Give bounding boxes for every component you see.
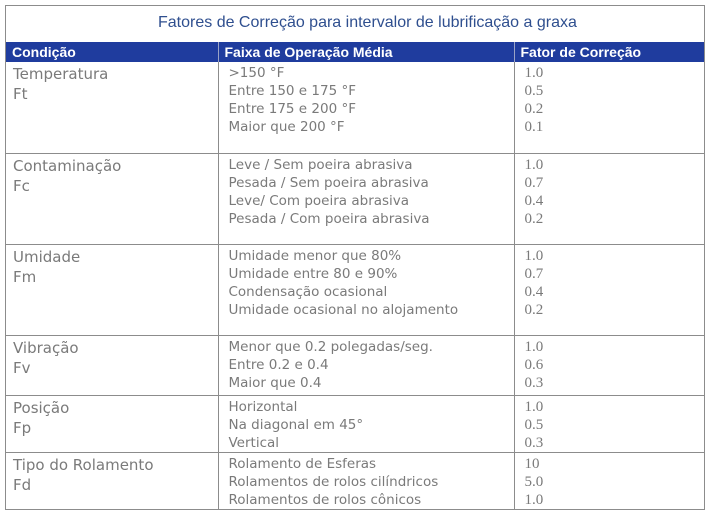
factor-value: 0.3 [524,434,544,451]
factor-value: 1.0 [524,247,544,264]
condition-code: Fv [13,358,31,377]
factor-value: 0.7 [524,265,544,282]
range-cell [218,153,514,244]
range-item: Menor que 0.2 polegadas/seg. [228,338,433,355]
condition-cell [6,62,218,153]
range-item: Condensação ocasional [228,283,388,300]
range-item: Umidade menor que 80% [228,247,402,264]
range-item: Umidade ocasional no alojamento [228,301,459,318]
correction-factors-document [5,5,705,510]
factor-value: 0.4 [524,192,544,209]
factor-value: 0.4 [524,283,544,300]
document-title: Fatores de Correção para intervalor de lubrificação a graxa [158,14,577,31]
range-cell [218,452,514,509]
factor-value: 0.5 [524,416,544,433]
range-cell [218,395,514,452]
table-row [6,153,704,244]
header-condition: Condição [6,42,218,62]
header-factor: Fator de Correção [514,42,704,62]
range-item: Rolamentos de rolos cilíndricos [228,473,439,490]
range-item: Horizontal [228,398,298,415]
factor-value: 1.0 [524,65,544,81]
condition-code: Ft [13,85,28,103]
table-body [6,62,704,509]
range-item: Maior que 0.4 [228,374,322,391]
range-cell [218,244,514,335]
factor-value: 0.3 [524,374,544,391]
range-item: >150 °F [228,65,285,81]
factor-value: 10 [524,455,540,472]
range-item: Pesada / Sem poeira abrasiva [228,174,429,191]
factor-value: 0.5 [524,83,544,99]
range-item: Umidade entre 80 e 90% [228,265,398,282]
condition-cell [6,244,218,335]
range-item: Rolamento de Esferas [228,455,377,472]
condition-name: Posição [13,398,70,417]
range-item: Entre 150 e 175 °F [228,83,356,99]
factor-value: 0.2 [524,101,544,117]
table-row [6,62,704,153]
factor-value: 1.0 [524,398,544,415]
condition-name: Vibração [13,338,79,357]
condition-name: Temperatura [13,65,109,83]
factor-cell [514,153,704,244]
table-header-row [6,42,704,62]
table-row [6,335,704,395]
factor-cell [514,244,704,335]
factor-cell [514,62,704,153]
factor-value: 0.1 [524,119,544,135]
condition-name: Tipo do Rolamento [13,455,154,474]
range-item: Na diagonal em 45° [228,416,364,433]
factor-value: 1.0 [524,338,544,355]
factor-value: 0.6 [524,356,544,373]
factor-value: 1.0 [524,156,544,173]
condition-cell [6,153,218,244]
range-item: Leve / Sem poeira abrasiva [228,156,413,173]
range-item: Entre 175 e 200 °F [228,101,356,117]
range-item: Rolamentos de rolos cônicos [228,491,422,508]
condition-cell [6,452,218,509]
range-item: Vertical [228,434,280,451]
range-item: Maior que 200 °F [228,119,345,135]
table-row [6,244,704,335]
factor-value: 5.0 [524,473,544,490]
table-row [6,395,704,452]
condition-code: Fp [13,418,32,437]
range-item: Pesada / Com poeira abrasiva [228,210,430,227]
condition-name: Contaminação [13,156,122,175]
condition-code: Fm [13,267,37,286]
condition-code: Fd [13,475,32,494]
header-range: Faixa de Operação Média [218,42,514,62]
factor-value: 0.2 [524,301,544,318]
factor-cell [514,395,704,452]
condition-cell [6,395,218,452]
factor-cell [514,335,704,395]
table-row [6,452,704,509]
range-cell [218,62,514,153]
factor-value: 1.0 [524,491,544,508]
condition-name: Umidade [13,247,81,266]
condition-cell [6,335,218,395]
factor-cell [514,452,704,509]
correction-factors-table [6,42,704,509]
factor-value: 0.7 [524,174,544,191]
range-item: Leve/ Com poeira abrasiva [228,192,410,209]
range-item: Entre 0.2 e 0.4 [228,356,329,373]
condition-code: Fc [13,176,30,195]
factor-value: 0.2 [524,210,544,227]
range-cell [218,335,514,395]
